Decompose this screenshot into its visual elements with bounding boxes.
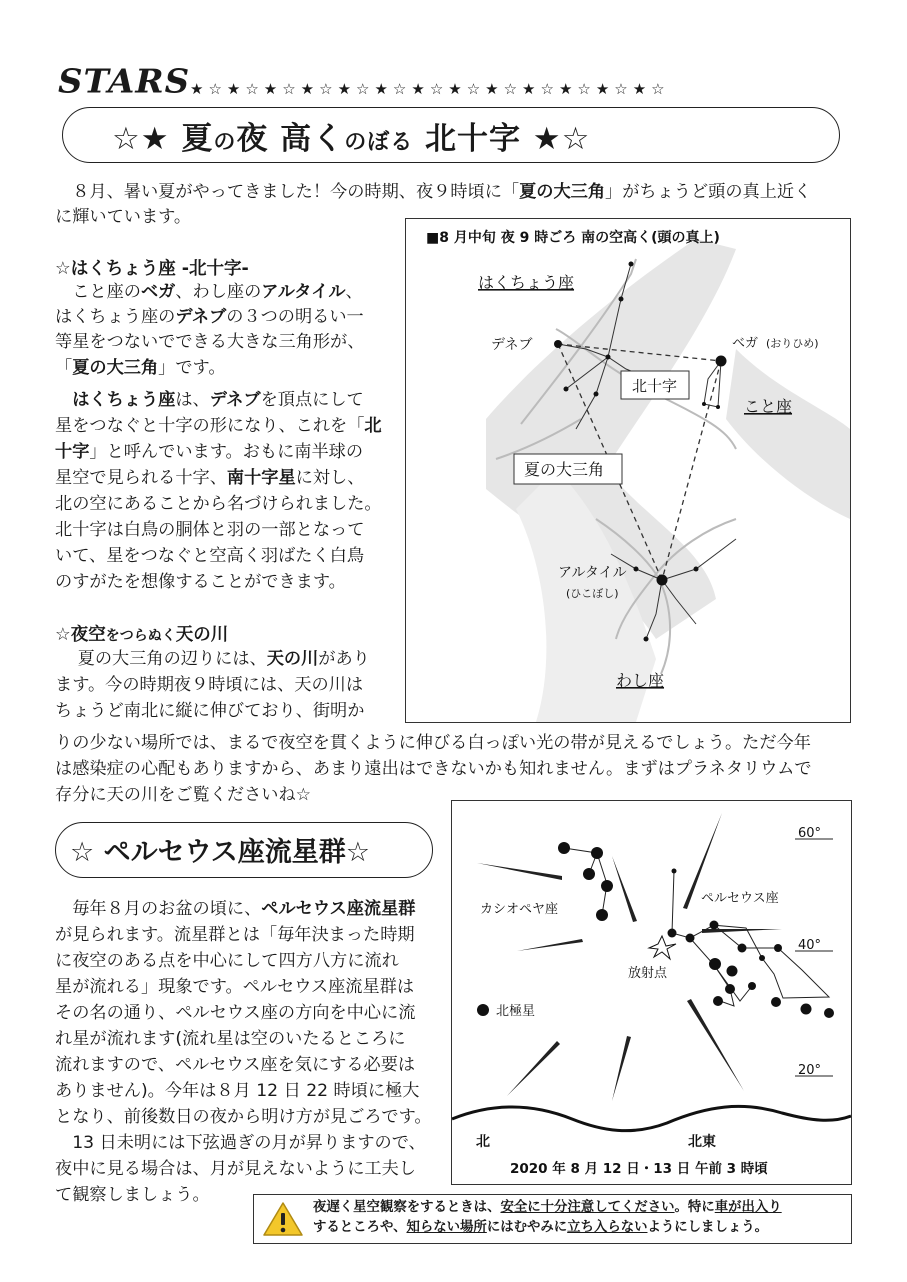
northeast-label: 北東 bbox=[688, 1134, 716, 1150]
perseids-sky-figure bbox=[451, 800, 852, 1185]
altair-sub-label: (ひこぼし) bbox=[566, 587, 619, 600]
cygnus-label: はくちょう座 bbox=[478, 273, 575, 292]
lyra-label: こと座 bbox=[744, 397, 793, 416]
polaris-star-icon bbox=[477, 1004, 489, 1016]
perseids-title: ☆ ペルセウス座流星群☆ bbox=[70, 837, 370, 868]
aquila-label: わし座 bbox=[616, 671, 665, 690]
fig1-caption: ■8 月中旬 夜 9 時ごろ 南の空高く(頭の真上) bbox=[426, 230, 720, 246]
summer-triangle-figure bbox=[405, 218, 851, 723]
vega-sub-label: (おりひめ) bbox=[766, 337, 819, 350]
summer-triangle-label: 夏の大三角 bbox=[524, 460, 605, 479]
perseids-sky-diagram bbox=[452, 801, 851, 1184]
deneb-label: デネブ bbox=[491, 337, 533, 353]
polaris-label: 北極星 bbox=[496, 1004, 536, 1019]
intro-line-2: に輝いています。 bbox=[55, 207, 192, 227]
horizon-icon bbox=[452, 1106, 851, 1130]
star-row-decoration: ★☆★☆★☆★☆★☆★☆★☆★☆★☆★☆★☆★☆★☆ bbox=[190, 80, 670, 98]
perseus-label: ペルセウス座 bbox=[701, 891, 779, 906]
meteor-streaks-icon bbox=[477, 813, 782, 1101]
northern-cross-label: 北十字 bbox=[632, 377, 678, 395]
milkyway-heading: ☆夜空をつらぬく天の川 bbox=[55, 625, 229, 645]
cygnus-heading: ☆はくちょう座 -北十字- bbox=[55, 259, 249, 279]
vega-label: ベガ bbox=[732, 336, 759, 351]
deg-20-label: 20° bbox=[798, 1063, 822, 1078]
summer-triangle-diagram bbox=[406, 219, 850, 722]
deg-40-label: 40° bbox=[798, 938, 822, 953]
cassiopeia-label: カシオペヤ座 bbox=[480, 902, 559, 917]
deg-60-label: 60° bbox=[798, 826, 822, 841]
page-title: ☆★ 夏の夜 高くのぼる 北十字 ★☆ bbox=[112, 121, 591, 157]
observation-date-label: 2020 年 8 月 12 日・13 日 午前 3 時頃 bbox=[510, 1161, 768, 1177]
milky-way-band-2-icon bbox=[726, 349, 850, 519]
altair-label: アルタイル bbox=[558, 565, 627, 581]
north-label: 北 bbox=[476, 1134, 490, 1150]
radiant-icon bbox=[649, 936, 676, 959]
safety-warning-text: 夜遅く星空観察をするときは、安全に十分注意してください。特に車が出入り するところや、知らない場所にはむやみに立ち入らないようにしましょう。 bbox=[313, 1200, 782, 1235]
warning-icon bbox=[262, 1200, 304, 1238]
radiant-label: 放射点 bbox=[628, 966, 668, 981]
intro-line-1: ８月、暑い夏がやってきました！今の時期、夜９時頃に「夏の大三角」がちょうど頭の真上近く bbox=[55, 182, 812, 202]
stars-logo: STARS bbox=[58, 63, 191, 101]
